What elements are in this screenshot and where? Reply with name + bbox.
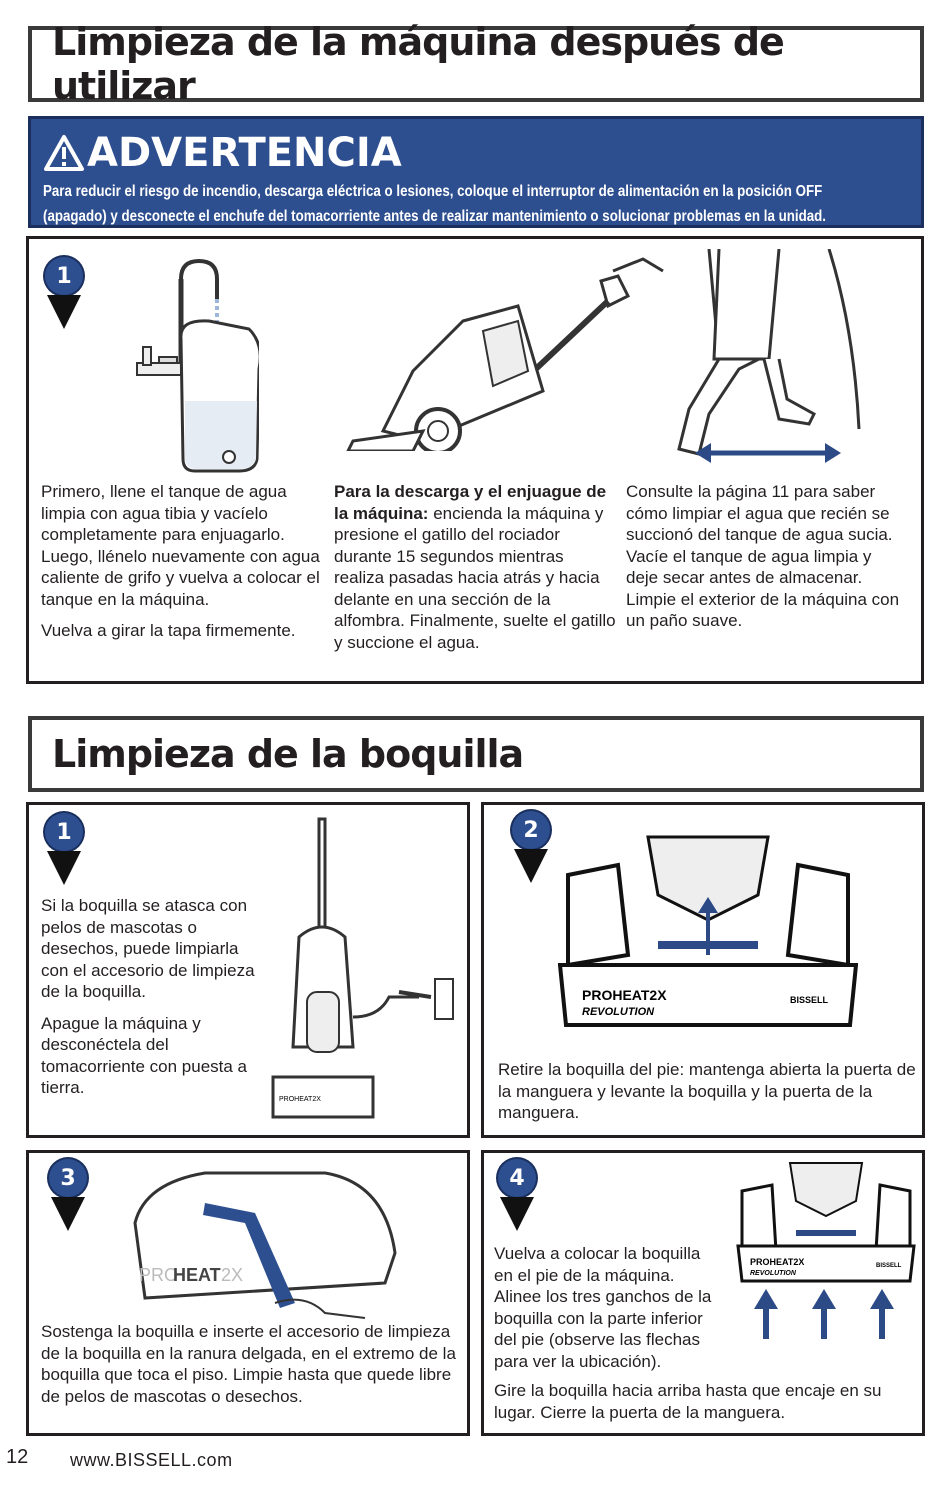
step-paragraph: Primero, llene el tanque de agua limpia con agua tibia y vacíelo completamente para enjuagarlo. Luego, llénelo nuevamente con agua caliente de grifo y vuelva a colocar el tanque en la máquina. [41, 482, 320, 609]
upright-cleaner-illustration [343, 251, 673, 451]
step-badge: 3 [49, 1159, 87, 1197]
brand-label-tail: 2X [221, 1265, 244, 1285]
warning-title: ADVERTENCIA [87, 130, 402, 176]
step-pointer-icon [47, 295, 81, 329]
nozzle-step-panel-2 [481, 802, 925, 1138]
brand-label: PROHEAT2X [750, 1257, 805, 1267]
step-text [41, 895, 267, 1109]
warning-triangle-icon [43, 134, 85, 172]
step-text-col2 [334, 481, 616, 653]
page-number: 12 [6, 1446, 29, 1468]
step-badge: 2 [512, 811, 550, 849]
nozzle-cleaning-tool-illustration [125, 1163, 415, 1323]
warning-box [28, 116, 924, 228]
brand-label-bold: HEAT [173, 1265, 221, 1285]
step-bold-lead: Para la descarga y el enjuague de la máquina: [334, 482, 607, 523]
step-text [494, 1243, 918, 1433]
model-label: REVOLUTION [582, 1006, 655, 1018]
step-text-col3 [626, 481, 908, 632]
step-badge: 1 [45, 813, 83, 851]
step-pointer-icon [51, 1197, 85, 1231]
step-paragraph: Si la boquilla se atasca con pelos de mascotas o desechos, puede limpiarla con el accesorio de limpieza de la boquilla. [41, 896, 255, 1001]
step-paragraph: Consulte la página 11 para saber cómo limpiar el agua que recién se succionó del tanque de agua sucia. Vacíe el tanque de agua limpia y deje secar antes de almacenar. Limpie el exterior de la máquina con un paño suave. [626, 482, 900, 630]
brand-label: PROHEAT2X [582, 987, 667, 1003]
section-title-box [28, 20, 924, 108]
section-title: Limpieza de la boquilla [52, 732, 524, 776]
step-badge: 4 [498, 1159, 536, 1197]
model-label: REVOLUTION [750, 1270, 796, 1277]
unplugged-machine-illustration [269, 817, 459, 1127]
step-pointer-icon [514, 849, 548, 883]
step-text [41, 1321, 461, 1417]
step-pointer-icon [47, 851, 81, 885]
section-title: Limpieza de la máquina después de utilizar [52, 20, 784, 108]
person-legs-illustration [669, 249, 889, 469]
nozzle-step-panel-3 [26, 1150, 470, 1436]
nozzle-step-panel-4 [481, 1150, 925, 1436]
step-paragraph: encienda la máquina y presione el gatillo del rociador durante 15 segundos mientras realiza pasadas hacia atrás y hacia delante en una sección de la alfombra. Finalmente, suelte el gatillo y succione el agua. [334, 503, 616, 652]
step-text-col1 [41, 481, 321, 652]
brand-label-light: PRO [139, 1265, 179, 1285]
step-paragraph: Gire la boquilla hacia arriba hasta que encaje en su lugar. Cierre la puerta de la manguera. [494, 1381, 882, 1422]
step-text [498, 1059, 918, 1134]
nozzle-removal-illustration [558, 835, 858, 1035]
back-and-forth-arrow-icon [693, 441, 843, 465]
step-paragraph: Vuelva a girar la tapa firmemente. [41, 621, 296, 640]
step-paragraph: Apague la máquina y desconéctela del tomacorriente con puesta a tierra. [41, 1013, 248, 1097]
logo-label: BISSELL [876, 1263, 902, 1269]
warning-header [43, 127, 909, 179]
machine-cleaning-panel [26, 236, 924, 684]
warning-text-line2: (apagado) y desconecte el enchufe del tomacorriente antes de realizar mantenimiento o solucionar problemas en la unidad. [43, 208, 826, 225]
section-title-box [28, 716, 924, 792]
website-url: www.BISSELL.com [70, 1450, 233, 1470]
step-badge: 1 [45, 257, 83, 295]
machine-label: PROHEAT2X [279, 1096, 321, 1103]
step-paragraph: Sostenga la boquilla e inserte el accesorio de limpieza de la boquilla en la ranura delgada, en el extremo de la boquilla que toca el piso. Limpie hasta que quede libre de pelos de mascotas o desechos. [41, 1322, 456, 1406]
logo-label: BISSELL [790, 995, 829, 1005]
clean-water-tank-illustration [99, 259, 259, 474]
step-pointer-icon [500, 1197, 534, 1231]
step-paragraph: Retire la boquilla del pie: mantenga abierta la puerta de la manguera y levante la boquilla y la puerta de la manguera. [498, 1060, 916, 1122]
step-paragraph [494, 1243, 918, 1372]
warning-text [43, 179, 886, 229]
warning-text-line1: Para reducir el riesgo de incendio, descarga eléctrica o lesiones, coloque el interruptor de alimentación en la posición OFF [43, 183, 823, 200]
nozzle-step-panel-1 [26, 802, 470, 1138]
step-paragraph-text: Vuelva a colocar la boquilla en el pie de la máquina. Alinee los tres ganchos de la boquilla con la parte inferior del pie (observe las flechas para ver la ubicación). [494, 1244, 712, 1371]
